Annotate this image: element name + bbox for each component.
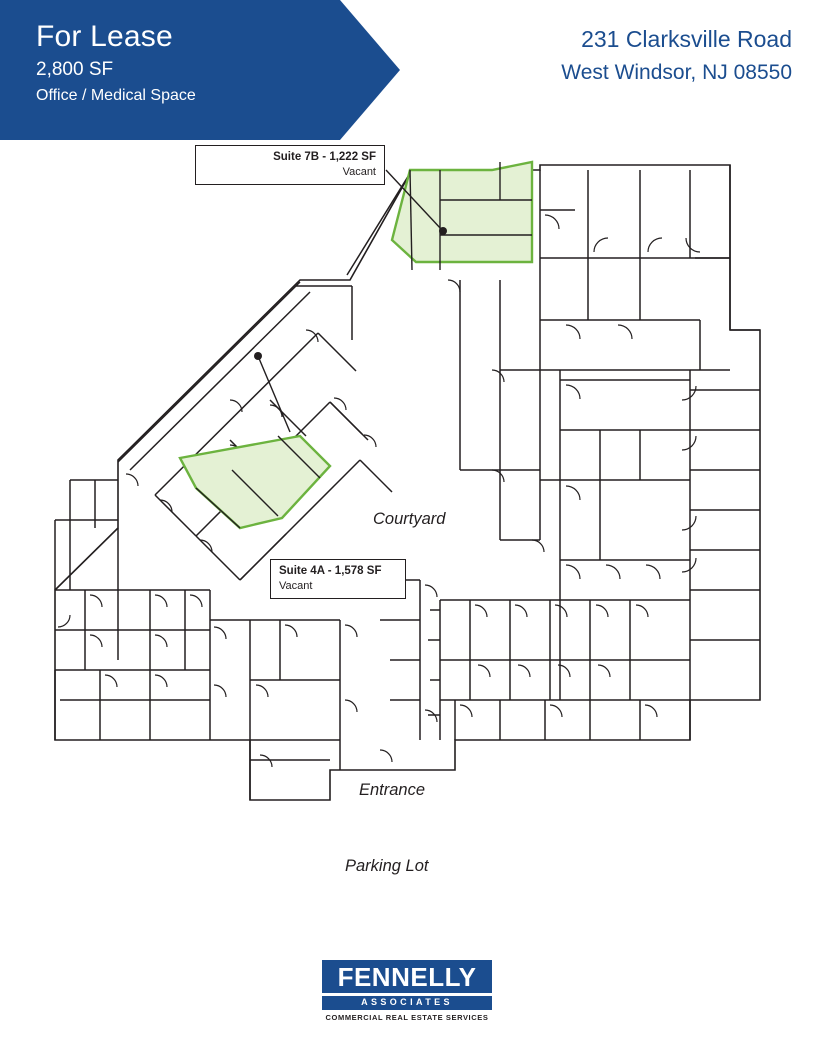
callout-4a-title: Suite 4A - 1,578 SF [279, 565, 382, 577]
building-outline [55, 165, 760, 800]
leader-line-4a [258, 356, 290, 432]
label-courtyard: Courtyard [373, 510, 446, 528]
callout-7b-title: Suite 7B - 1,222 SF [273, 151, 376, 163]
logo-tagline: COMMERCIAL REAL ESTATE SERVICES [325, 1013, 489, 1022]
callout-suite-4a [270, 559, 406, 599]
callout-7b-status: Vacant [342, 166, 376, 178]
door-swings [58, 215, 700, 767]
outer-wall [55, 165, 760, 800]
highlighted-suites [180, 162, 532, 528]
leader-dot-7b [439, 227, 447, 235]
suite-4a-highlight [180, 436, 330, 528]
leader-dot-4a [254, 352, 262, 360]
address-street: 231 Clarksville Road [581, 26, 792, 52]
banner-space-type: Office / Medical Space [36, 87, 196, 104]
logo-subname: ASSOCIATES [322, 996, 492, 1010]
banner-text-group [36, 20, 196, 108]
logo-name: FENNELLY [322, 960, 492, 996]
page-footer [0, 945, 814, 1053]
banner-square-footage: 2,800 SF [36, 59, 114, 80]
address-city-state-zip: West Windsor, NJ 08550 [561, 61, 792, 84]
fennelly-logo [322, 960, 492, 1024]
banner-title: For Lease [36, 20, 173, 53]
label-entrance: Entrance [359, 781, 426, 799]
callout-4a-status: Vacant [279, 580, 313, 592]
floorplan-drawing [0, 140, 814, 930]
suite-7b-highlight [392, 162, 532, 262]
page-header [0, 0, 814, 140]
callout-suite-7b [195, 145, 385, 185]
label-parking-lot: Parking Lot [345, 857, 429, 875]
floorplan-area [0, 140, 814, 930]
property-address [561, 24, 792, 88]
